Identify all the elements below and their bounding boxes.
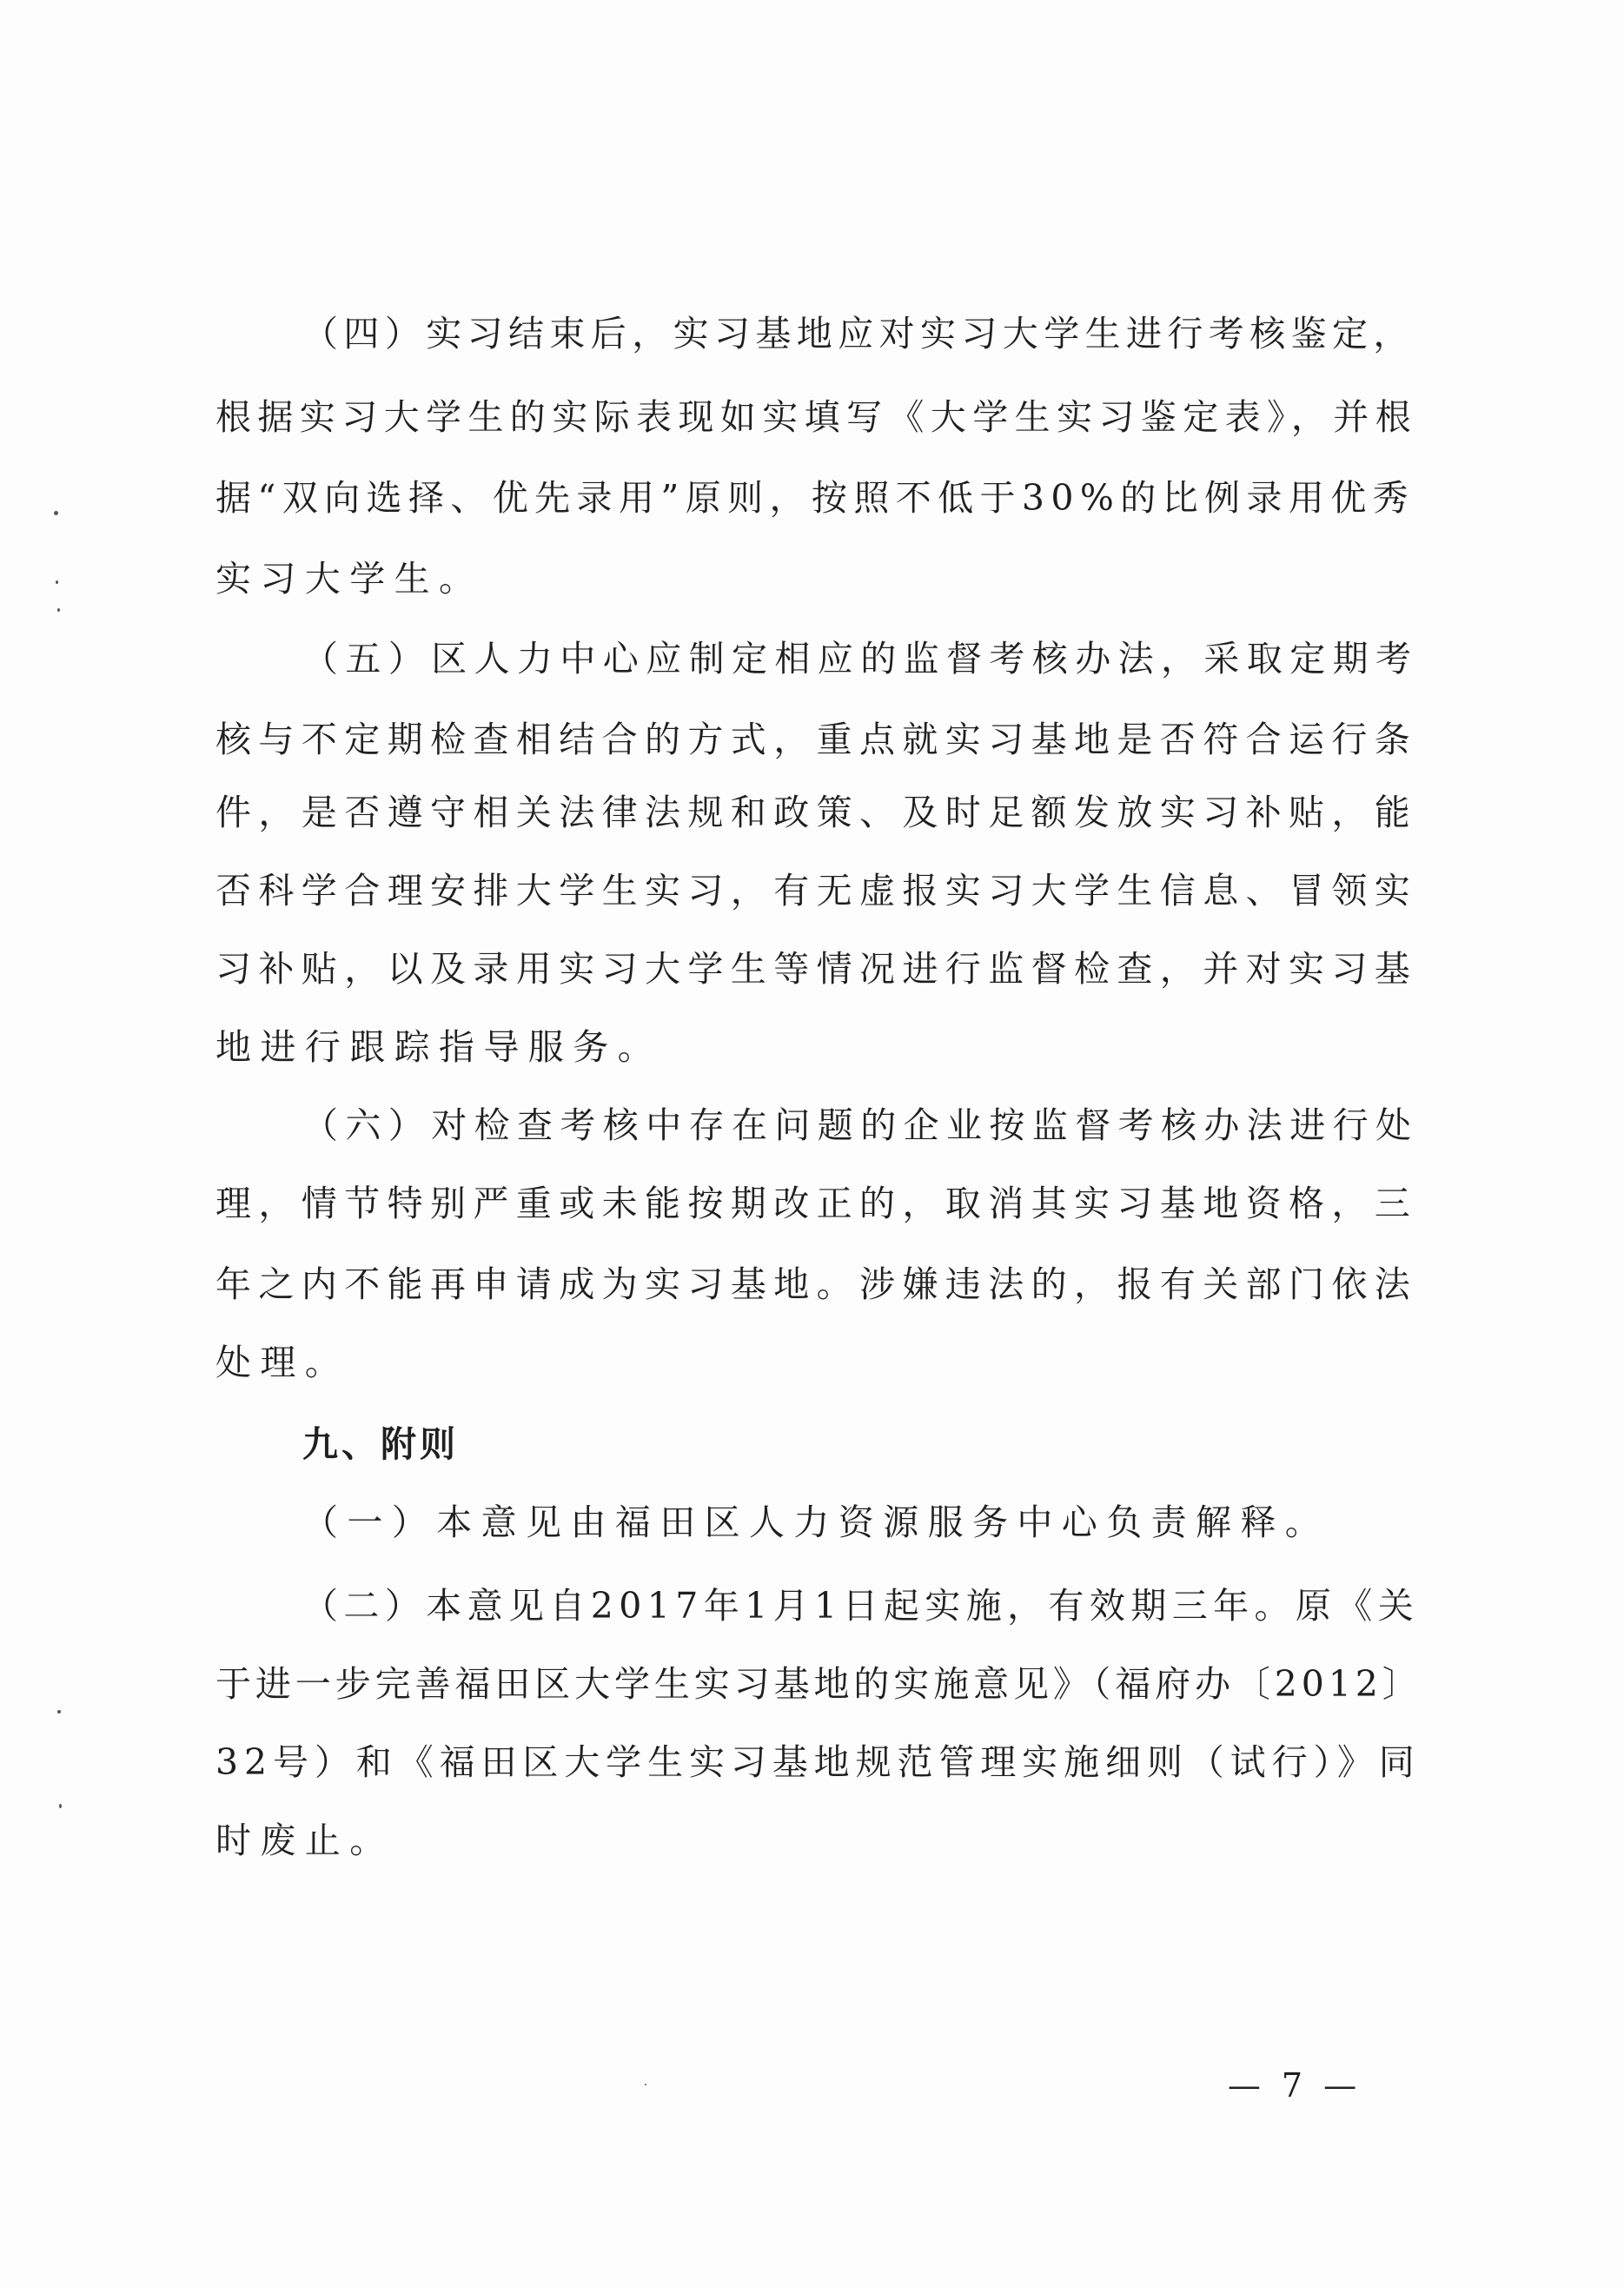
scan-speck	[57, 608, 60, 612]
paragraph-6-line-4: 处理。	[215, 1342, 350, 1383]
appendix-item-2-line-4: 时废止。	[215, 1820, 394, 1861]
paragraph-5-line-1: （五）区人力中心应制定相应的监督考核办法，采取定期考	[302, 638, 1419, 679]
scan-speck	[56, 580, 58, 584]
paragraph-4-line-4: 实习大学生。	[215, 558, 484, 600]
appendix-item-2-line-2: 于进一步完善福田区大学生实习基地的实施意见》（福府办〔2012〕	[215, 1663, 1422, 1705]
paragraph-5-line-4: 否科学合理安排大学生实习，有无虚报实习大学生信息、冒领实	[215, 870, 1418, 911]
appendix-item-2-line-3: 32号）和《福田区大学生实习基地规范管理实施细则（试行）》同	[215, 1741, 1421, 1783]
paragraph-5-line-6: 地进行跟踪指导服务。	[215, 1026, 662, 1068]
section-heading-appendix: 九、附则	[302, 1423, 459, 1465]
paragraph-4-line-1: （四）实习结束后，实习基地应对实习大学生进行考核鉴定，	[302, 313, 1415, 355]
appendix-item-1: （一）本意见由福田区人力资源服务中心负责解释。	[302, 1501, 1330, 1543]
paragraph-5-line-2: 核与不定期检查相结合的方式，重点就实习基地是否符合运行条	[215, 719, 1418, 760]
scan-speck	[645, 2084, 646, 2085]
scan-speck	[57, 1710, 61, 1714]
paragraph-5-line-3: 件，是否遵守相关法律法规和政策、及时足额发放实习补贴，能	[215, 792, 1418, 833]
paragraph-6-line-2: 理，情节特别严重或未能按期改正的，取消其实习基地资格，三	[215, 1183, 1418, 1224]
appendix-item-2-line-1: （二）本意见自2017年1月1日起实施，有效期三年。原《关	[302, 1585, 1420, 1627]
paragraph-5-line-5: 习补贴，以及录用实习大学生等情况进行监督检查，并对实习基	[215, 948, 1418, 990]
paragraph-6-line-1: （六）对检查考核中存在问题的企业按监督考核办法进行处	[302, 1104, 1419, 1146]
paragraph-4-line-2: 根据实习大学生的实际表现如实填写《大学生实习鉴定表》，并根	[215, 396, 1418, 438]
page-number: — 7 —	[1227, 2066, 1362, 2105]
scan-speck	[54, 511, 58, 515]
paragraph-4-line-3: 据“双向选择、优先录用”原则，按照不低于30%的比例录用优秀	[215, 477, 1415, 519]
paragraph-6-line-3: 年之内不能再申请成为实习基地。涉嫌违法的，报有关部门依法	[215, 1263, 1418, 1305]
scan-speck	[59, 1804, 62, 1808]
